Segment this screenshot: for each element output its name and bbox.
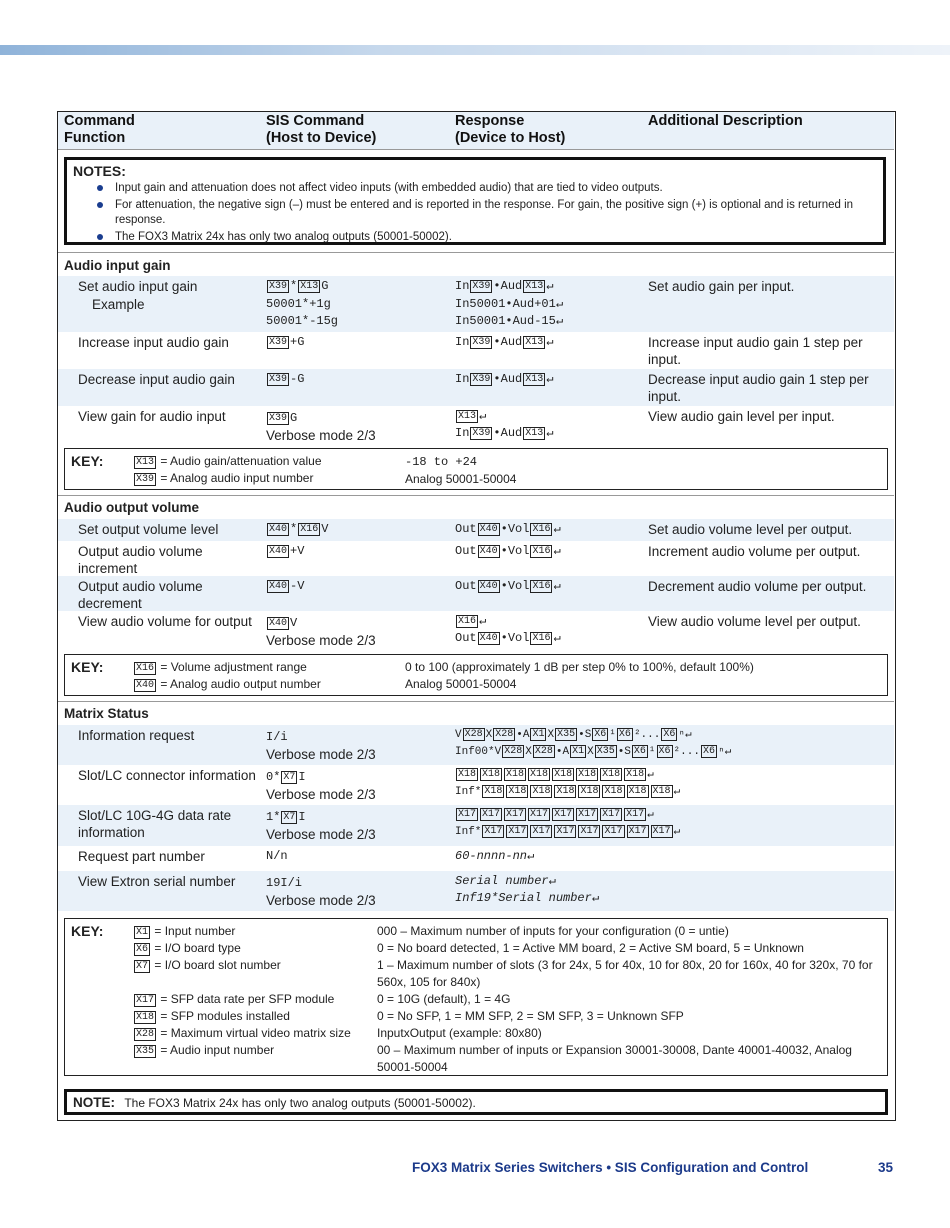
function-cell: Request part number: [78, 849, 205, 864]
note-item: Input gain and attenuation does not affect video inputs (with embedded audio) that are tied to video outputs.: [95, 181, 883, 196]
key-legend: X16 = Volume adjustment range X40 = Analog audio output number: [136, 660, 321, 691]
section-matrix-status: Matrix Status: [64, 706, 149, 721]
command-cell: X40 * X16 V: [269, 522, 329, 536]
description-cell: Increment audio volume per output.: [648, 544, 861, 559]
key-box-matrix-status: [64, 918, 888, 1076]
function-cell: Set audio input gain: [78, 279, 198, 294]
table-row: [58, 369, 894, 406]
command-cell: X40 +V: [269, 544, 305, 558]
header-command-function: Command Function: [64, 113, 135, 146]
note-text: The FOX3 Matrix 24x has only two analog outputs (50001-50002).: [124, 1096, 476, 1110]
note-box: [64, 1089, 888, 1115]
note-item: For attenuation, the negative sign (–) must be entered and is reported in the response. For gain, the positive sign (+) is optional and is returned in response.: [95, 198, 883, 228]
response-cell: V X28 X X28 •A X1 X X35 •S X6 ¹ X6 ²... X6 ⁿ↵ Inf00*V X28 X X28 •A X1 X X35 •S X6 ¹ X6 ²... X6 ⁿ↵: [455, 729, 732, 758]
response-cell: Serial number↵ Inf19*Serial number↵: [455, 874, 600, 905]
function-cell: Slot/LC 10G-4G data rate information: [78, 808, 232, 840]
note-title: NOTE:: [73, 1095, 115, 1110]
table-row: [58, 611, 894, 649]
note-item: The FOX3 Matrix 24x has only two analog outputs (50001-50002).: [95, 230, 883, 245]
table-row: [58, 406, 894, 444]
description-cell: Set audio gain per input.: [648, 279, 795, 294]
description-cell: View audio volume level per output.: [648, 614, 861, 629]
response-cell: In50001•Aud+01↵ In50001•Aud-15↵: [455, 297, 564, 328]
command-cell: X39 * X13 G: [269, 279, 329, 293]
key-title: KEY:: [71, 453, 104, 469]
table-row: [58, 332, 894, 369]
response-cell: X13 ↵ In X39 •Aud X13 ↵: [455, 409, 554, 440]
command-cell: 19I/i Verbose mode 2/3: [266, 876, 376, 908]
notes-title: NOTES:: [73, 163, 126, 179]
key-legend: X13 = Audio gain/attenuation value X39 = Analog audio input number: [136, 454, 322, 485]
header-additional-description: Additional Description: [648, 113, 803, 129]
table-row: [58, 541, 894, 576]
key-values: -18 to +24 Analog 50001-50004: [405, 455, 517, 486]
table-row: [58, 846, 894, 871]
response-cell: In X39 •Aud X13 ↵: [455, 279, 554, 293]
top-banner: [0, 45, 950, 55]
table-row: [58, 576, 894, 611]
table-row: [58, 725, 894, 765]
response-cell: X17 X17 X17 X17 X17 X17 X17 X17 ↵ Inf* X17 X17 X17 X17 X17 X17 X17 X17 ↵: [455, 809, 681, 838]
table-row: [58, 805, 894, 846]
response-cell: Out X40 •Vol X16 ↵: [455, 522, 561, 536]
command-table: [57, 111, 896, 1121]
table-row: [58, 871, 894, 911]
table-row: [58, 276, 894, 332]
notes-box: [64, 157, 886, 245]
response-cell: X18 X18 X18 X18 X18 X18 X18 X18 ↵ Inf* X18 X18 X18 X18 X18 X18 X18 X18 ↵: [455, 769, 681, 798]
key-title: KEY:: [71, 659, 104, 675]
function-cell: Slot/LC connector information: [78, 768, 256, 783]
command-cell: 0* X7 I Verbose mode 2/3: [266, 770, 376, 802]
command-cell: X40 -V: [269, 579, 305, 593]
function-cell: Decrease input audio gain: [78, 372, 235, 387]
function-cell: Set output volume level: [78, 522, 219, 537]
response-cell: In X39 •Aud X13 ↵: [455, 335, 554, 349]
section-audio-output-volume: Audio output volume: [64, 500, 199, 515]
command-cell: X40 V Verbose mode 2/3: [266, 616, 376, 648]
function-cell: View Extron serial number: [78, 874, 236, 889]
response-cell: X16 ↵ Out X40 •Vol X16 ↵: [455, 614, 561, 645]
function-cell: Output audio volume decrement: [78, 579, 203, 611]
key-legend: X1 = Input number X6 = I/O board type X7 = I/O board slot number X17 = SFP data rate per SFP module X18 = SFP modules installed X28 = Maximum virtual video matrix size X35 = Audio input number: [136, 924, 351, 1057]
key-values: 000 – Maximum number of inputs for your configuration (0 = untie) 0 = No board detected, 1 = Active MM board, 2 = Active SM board, 5 = Unknown 1 – Maximum number of slots (3 for 24x, 5 for 40x, 10 for 80x, 20 for 160x, 40 for 320x, 70 for 560x, 105 for 840x) 0 = 10G (default), 1 = 4G 0 = No SFP, 1 = MM SFP, 2 = SM SFP, 3 = Unknown SFP InputxOutput (example: 80x80) 00 – Maximum number of inputs or Expansion 30001-30008, Dante 40001-40032, Analog 50001-50004: [377, 924, 873, 1074]
description-cell: Decrement audio volume per output.: [648, 579, 867, 594]
table-row: [58, 519, 894, 541]
section-audio-input-gain: Audio input gain: [64, 258, 171, 273]
table-row: [58, 765, 894, 805]
header-response: Response (Device to Host): [455, 113, 566, 146]
command-cell: 50001*+1g 50001*-15g: [266, 297, 339, 328]
response-cell: Out X40 •Vol X16 ↵: [455, 579, 561, 593]
function-cell: Information request: [78, 728, 195, 743]
function-cell: Output audio volume increment: [78, 544, 203, 576]
key-box-audio-output: [64, 654, 888, 696]
key-values: 0 to 100 (approximately 1 dB per step 0% to 100%, default 100%) Analog 50001-50004: [405, 660, 754, 691]
key-box-audio-input: [64, 448, 888, 490]
table-header: [58, 112, 894, 150]
function-cell: View audio volume for output: [78, 614, 252, 629]
command-cell: 1* X7 I Verbose mode 2/3: [266, 810, 376, 842]
description-cell: View audio gain level per input.: [648, 409, 835, 424]
command-cell: X39 -G: [269, 372, 305, 386]
function-cell: Example: [92, 297, 145, 312]
function-cell: Increase input audio gain: [78, 335, 229, 350]
response-cell: In X39 •Aud X13 ↵: [455, 372, 554, 386]
function-cell: View gain for audio input: [78, 409, 226, 424]
response-cell: 60-nnnn-nn↵: [455, 849, 535, 863]
page-number: 35: [878, 1160, 894, 1175]
description-cell: Increase input audio gain 1 step per input.: [648, 335, 863, 367]
description-cell: Decrease input audio gain 1 step per input.: [648, 372, 869, 404]
key-title: KEY:: [71, 923, 104, 939]
command-cell: I/i Verbose mode 2/3: [266, 730, 376, 762]
command-cell: X39 G Verbose mode 2/3: [266, 411, 376, 443]
description-cell: Set audio volume level per output.: [648, 522, 853, 537]
response-cell: Out X40 •Vol X16 ↵: [455, 544, 561, 558]
command-cell: X39 +G: [269, 335, 305, 349]
footer-title: FOX3 Matrix Series Switchers • SIS Configuration and Control: [412, 1160, 809, 1175]
command-cell: N/n: [266, 849, 288, 863]
header-sis-command: SIS Command (Host to Device): [266, 113, 377, 146]
